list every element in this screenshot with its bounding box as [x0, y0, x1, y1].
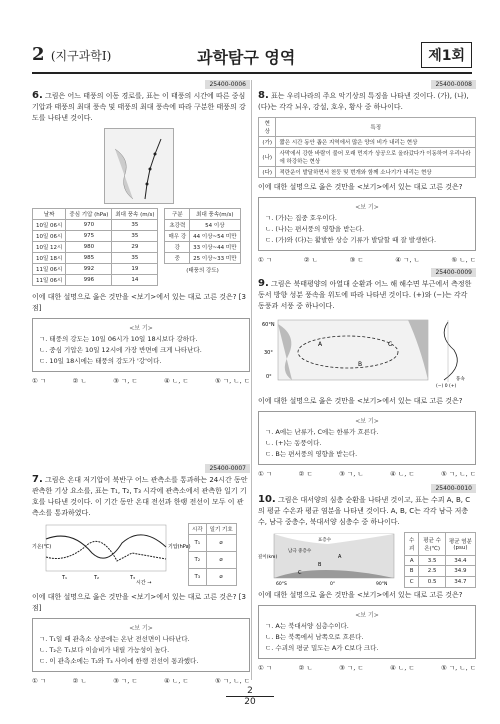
question-stem: 6. 그림은 어느 태풍의 이동 경로를, 표는 이 태풍의 시간에 따른 중심 기압과 태풍의 최대 풍속 및 태풍의 최대 풍속에 따라 구분한 태풍의 강도를 나타낸 것이다.	[32, 90, 246, 122]
option-item: ㄷ. 10일 18시에는 태풍의 강도가 '강'이다.	[39, 357, 162, 365]
choice-4[interactable]: ④ ㄴ, ㄷ	[164, 677, 189, 685]
choice-2[interactable]: ② ㄴ	[303, 256, 318, 264]
option-item: ㄱ. 태풍의 강도는 10일 06시가 10일 18시보다 강하다.	[39, 335, 198, 343]
question-code: 25400-0008	[431, 80, 476, 89]
total-pages: 20	[244, 697, 256, 707]
x-tick: 90°N	[376, 582, 388, 587]
option-item: ㄷ. 이 관측소에는 T₂와 T₃ 사이에 한랭 전선이 통과했다.	[39, 657, 199, 665]
tick-label: T₂	[94, 575, 100, 581]
options-box: <보 기> ㄱ. (가)는 집중 호우이다. ㄴ. (나)는 편서풍의 영향을 받는다. ㄷ. (가)와 (다)는 활발한 상승 기류가 발달할 때 잘 발생한다.	[258, 197, 476, 251]
question-prompt: 이에 대한 설명으로 옳은 것만을 <보기>에서 있는 대로 고른 것은?	[258, 397, 463, 405]
question-code: 25400-0007	[205, 464, 250, 473]
question-code: 25400-0010	[431, 484, 476, 493]
option-item: ㄷ. 수괴의 평균 밀도는 A가 C보다 크다.	[265, 644, 379, 652]
latitude-label: 0°	[266, 374, 272, 380]
option-item: ㄴ. T₂은 T₁보다 이슬비가 내릴 가능성이 높다.	[39, 646, 170, 654]
diagram-label: A	[338, 554, 342, 560]
typhoon-tables	[32, 208, 250, 286]
typhoon-data-table: 날짜 중심 기압 (hPa) 최대 풍속 (m/s) 10일 06시 970 35 10일 06시 975 35 10일 12시 980 29 10일 18시 985 35 11일 06시 992 19 11일 06시 996 14	[32, 208, 158, 286]
diagram-label: B	[318, 562, 322, 568]
choice-3[interactable]: ③ ㄱ, ㄷ	[339, 664, 364, 672]
x-tick: 0°	[330, 582, 336, 587]
header-rule	[32, 72, 472, 74]
table-row: T₃ ⌀	[189, 569, 237, 586]
diagram-label: C	[298, 570, 302, 576]
options-box: <보 기> ㄱ. T₁일 때 관측소 상공에는 온난 전선면이 나타난다. ㄴ. T₂은 T₁보다 이슬비가 내릴 가능성이 높다. ㄷ. 이 관측소에는 T₂와 T₃ 사이에 한랭 전선이 통과했다.	[32, 618, 250, 672]
choice-4[interactable]: ④ ㄴ, ㄷ	[390, 664, 415, 672]
water-mass-table: 수괴 평균 수온(℃) 평균 염분(psu) A 3.5 34.4 B 2.5 34.9 C 0.5 34.7	[404, 532, 476, 588]
table-row: 강 33 이상~44 미만	[165, 242, 240, 253]
choice-1[interactable]: ① ㄱ	[32, 377, 47, 385]
intensity-table-caption: (태풍의 강도)	[186, 268, 219, 274]
option-item: ㄷ. B는 편서풍의 영향을 받는다.	[265, 450, 358, 458]
diagram-label: 표층수	[318, 538, 332, 543]
choice-5[interactable]: ⑤ ㄱ, ㄴ, ㄷ	[441, 470, 476, 478]
question-8	[258, 80, 476, 264]
table-row: 10일 06시 975 35	[33, 231, 158, 242]
answer-choices	[32, 376, 250, 385]
section-number: 2 (지구과학Ⅰ)	[32, 44, 112, 65]
choice-1[interactable]: ① ㄱ	[258, 664, 273, 672]
choice-5[interactable]: ⑤ ㄱ, ㄴ, ㄷ	[215, 677, 250, 685]
weather-symbol-table: 시각 일기 기호 T₁ ⌀ T₂ ⌀ T₃ ⌀	[188, 523, 237, 586]
table-row: 10일 06시 970 35	[33, 220, 158, 231]
question-stem: 9. 그림은 북태평양의 아열대 순환과 어느 해 해수면 부근에서 측정한 동서 방향 성분 풍속을 위도에 따라 나타낸 것이다. (+)와 (−)는 각각 동풍과 서풍 중 하나이다.	[258, 278, 472, 310]
page-header	[32, 40, 472, 70]
table-row: (나) 사막에서 강한 바람이 불어 모래 먼지가 상공으로 올라갔다가 이동하여 우리나라에 하강하는 현상	[259, 148, 476, 167]
options-box: <보 기> ㄱ. A는 북대서양 심층수이다. ㄴ. B는 북쪽에서 남쪽으로 흐른다. ㄷ. 수괴의 평균 밀도는 A가 C보다 크다.	[258, 605, 476, 659]
answer-choices	[258, 255, 476, 264]
choice-2[interactable]: ② ㄴ	[72, 677, 87, 685]
choice-5[interactable]: ⑤ ㄱ, ㄴ, ㄷ	[215, 377, 250, 385]
wind-axis-scale: (−) 0 (+)	[436, 384, 457, 389]
y-axis-label: 기온(℃)	[32, 544, 52, 550]
option-item: ㄴ. B는 북쪽에서 남쪽으로 흐른다.	[265, 633, 364, 641]
choice-3[interactable]: ③ ㄱ, ㄷ	[113, 677, 138, 685]
option-item: ㄱ. A에는 난류가, C에는 한류가 흐른다.	[265, 428, 379, 436]
table-row: B 2.5 34.9	[405, 566, 476, 577]
question-prompt: 이에 대한 설명으로 옳은 것만을 <보기>에서 있는 대로 고른 것은? [3점]	[32, 293, 246, 312]
table-row: A 3.5 34.4	[405, 555, 476, 566]
table-row: 중 25 이상~33 미만	[165, 253, 240, 264]
table-row: 11일 06시 996 14	[33, 275, 158, 286]
option-item: ㄴ. (나)는 편서풍의 영향을 받는다.	[265, 225, 365, 233]
choice-2[interactable]: ② ㄷ	[298, 470, 313, 478]
table-row: 10일 18시 985 35	[33, 253, 158, 264]
table-row: (다) 적란운이 발달하면서 천둥 및 번개와 함께 소나기가 내리는 현상	[259, 167, 476, 178]
choice-4[interactable]: ④ ㄴ, ㄷ	[390, 470, 415, 478]
wind-axis-label: 풍속	[456, 377, 465, 382]
weather-phenomena-table: 현상 특징 (가) 짧은 시간 동안 좁은 지역에서 많은 양의 비가 내리는 현상 (나) 사막에서 강한 바람이 불어 모래 먼지가 상공으로 올라갔다가 이동하여 우리나라에 하강하는 현상 (다) 적란운이 발달하면서 천둥 및 번개와 함께 소나기가 내리는 현상	[258, 117, 476, 178]
current-label-a: A	[318, 341, 323, 348]
weather-graph	[32, 523, 191, 586]
question-prompt: 이에 대한 설명으로 옳은 것만을 <보기>에서 있는 대로 고른 것은? [3점]	[32, 593, 246, 612]
table-row: T₁ ⌀	[189, 535, 237, 552]
table-row: (가) 짧은 시간 동안 좁은 지역에서 많은 양의 비가 내리는 현상	[259, 137, 476, 148]
table-row: C 0.5 34.7	[405, 577, 476, 588]
option-item: ㄱ. T₁일 때 관측소 상공에는 온난 전선면이 나타난다.	[39, 635, 190, 643]
options-box: <보 기> ㄱ. A에는 난류가, C에는 한류가 흐른다. ㄴ. (+)는 동풍이다. ㄷ. B는 편서풍의 영향을 받는다.	[258, 411, 476, 465]
table-row: 초강력 54 이상	[165, 220, 240, 231]
question-stem: 7. 그림은 온대 저기압이 북반구 어느 관측소를 통과하는 24시간 동안 관측한 기상 요소를, 표는 T₁, T₂, T₃ 시각에 관측소에서 관측한 일기 기호를 나타낸 것이다. 이 기간 동안 온대 전선과 한랭 전선이 모두 이 관측소를 통과하였다.	[32, 474, 248, 517]
question-10	[258, 484, 476, 672]
choice-1[interactable]: ① ㄱ	[258, 470, 273, 478]
pacific-gyre-figure	[258, 316, 476, 390]
typhoon-track-svg	[105, 129, 173, 203]
y-axis-label: 깊이(km)	[258, 555, 278, 560]
question-prompt: 이에 대한 설명으로 옳은 것만을 <보기>에서 있는 대로 고른 것은?	[258, 591, 463, 599]
typhoon-track-map	[104, 128, 174, 204]
question-7	[32, 464, 250, 685]
round-badge: 제1회	[421, 42, 472, 68]
latitude-label: 30°	[264, 350, 273, 356]
choice-2[interactable]: ② ㄴ	[298, 664, 313, 672]
option-item: ㄴ. 중심 기압은 10일 12시에 가장 반면에 크게 나타난다.	[39, 346, 202, 354]
question-prompt: 이에 대한 설명으로 옳은 것만을 <보기>에서 있는 대로 고른 것은?	[258, 183, 463, 191]
question-stem: 8. 표는 우리나라의 주요 악기상의 특징을 나타낸 것이다. (가), (나), (다)는 각각 뇌우, 강설, 호우, 황사 중 하나이다.	[258, 90, 469, 111]
current-label-b: B	[358, 361, 363, 368]
diagram-label: 남극 중층수	[288, 549, 312, 554]
question-6	[32, 80, 250, 385]
weather-figures	[32, 523, 250, 586]
option-item: ㄱ. (가)는 집중 호우이다.	[265, 214, 337, 222]
intensity-table: 구분 최대 풍속(m/s) 초강력 54 이상 매우 강 44 이상~54 미만 강 33 이상~44 미만 중 25 이상~33 미만	[164, 208, 240, 264]
choice-1[interactable]: ① ㄱ	[258, 256, 273, 264]
choice-3[interactable]: ③ ㄷ	[349, 256, 364, 264]
x-axis-label: 시간 →	[136, 580, 152, 586]
intensity-table-wrap	[164, 208, 240, 286]
table-row: 10일 12시 980 29	[33, 242, 158, 253]
choice-3[interactable]: ③ ㄱ, ㄴ	[339, 470, 364, 478]
choice-5[interactable]: ⑤ ㄱ, ㄴ, ㄷ	[441, 664, 476, 672]
question-code: 25400-0009	[431, 268, 476, 277]
deep-circulation-diagram	[258, 532, 398, 588]
answer-choices	[32, 676, 250, 685]
tick-label: T₃	[130, 575, 136, 581]
table-row: T₂ ⌀	[189, 552, 237, 569]
answer-choices	[258, 663, 476, 672]
question-9	[258, 268, 476, 478]
latitude-label: 60°N	[262, 322, 275, 328]
tick-label: T₁	[62, 575, 68, 581]
question-stem: 10. 그림은 대서양의 심층 순환을 나타낸 것이고, 표는 수괴 A, B, C의 평균 수온과 평균 염분을 나타낸 것이다. A, B, C는 각각 남극 저층수, 남극 중층수, 북대서양 심층수 중 하나이다.	[258, 494, 471, 526]
choice-3[interactable]: ③ ㄱ, ㄷ	[113, 377, 138, 385]
option-item: ㄷ. (가)와 (다)는 활발한 상승 기류가 발달할 때 잘 발생한다.	[265, 236, 437, 244]
choice-2[interactable]: ② ㄴ	[72, 377, 87, 385]
question-code: 25400-0006	[205, 80, 250, 89]
ocean-figures	[258, 532, 476, 588]
choice-1[interactable]: ① ㄱ	[32, 677, 47, 685]
current-label-c: C	[388, 341, 393, 348]
x-tick: 60°S	[276, 582, 287, 587]
choice-4[interactable]: ④ ㄱ, ㄴ	[395, 256, 420, 264]
answer-choices	[258, 469, 476, 478]
option-item: ㄴ. (+)는 동풍이다.	[265, 439, 322, 447]
table-row: 매우 강 44 이상~54 미만	[165, 231, 240, 242]
page-number	[226, 686, 274, 707]
options-box: <보 기> ㄱ. 태풍의 강도는 10일 06시가 10일 18시보다 강하다. ㄴ. 중심 기압은 10일 12시에 가장 반면에 크게 나타난다. ㄷ. 10일 18시에는 태풍의 강도가 '강'이다.	[32, 318, 250, 372]
choice-4[interactable]: ④ ㄴ, ㄷ	[164, 377, 189, 385]
section-area-title: 과학탐구 영역	[197, 48, 296, 67]
option-item: ㄱ. A는 북대서양 심층수이다.	[265, 622, 349, 630]
current-page: 2	[247, 686, 253, 696]
column-divider	[251, 80, 252, 680]
y2-axis-label: 기압(hPa)	[168, 544, 191, 550]
table-row: 11일 06시 992 19	[33, 264, 158, 275]
choice-5[interactable]: ⑤ ㄴ, ㄷ	[451, 256, 476, 264]
